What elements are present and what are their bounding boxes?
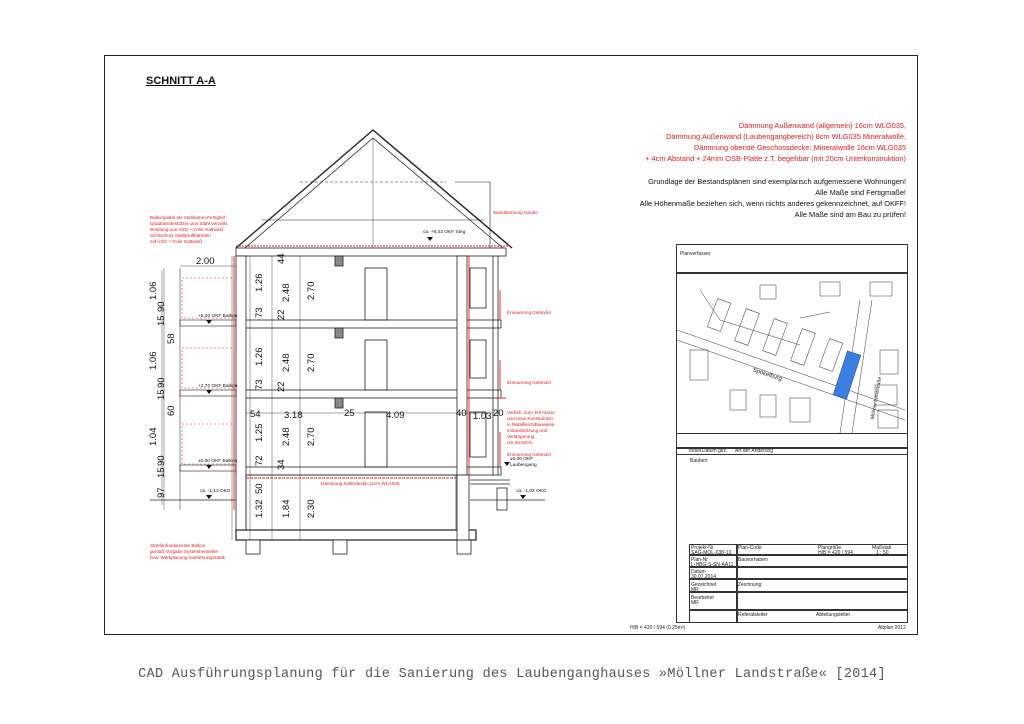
level-steg: ca. +8,33 OKF Steg (423, 230, 466, 235)
dim-v-3: 90 (156, 301, 167, 312)
plan-code-label: Plan-Code (738, 545, 762, 551)
dim-v-26: 2.48 (281, 427, 292, 446)
revision-header-index: Index (689, 448, 702, 454)
projekt-nr-label: Projekt-Nr (691, 545, 714, 551)
revision-header-gez: gez. (718, 448, 728, 454)
dim-v-11: 90 (156, 455, 167, 466)
divider (689, 609, 908, 611)
bearbeitet: MR (691, 600, 699, 606)
massstab-label: Maßstab (872, 545, 892, 551)
section-drawing (110, 125, 670, 585)
dim-v-16: 2.48 (281, 283, 292, 302)
dim-v-22: 2.70 (306, 353, 317, 372)
projekt-nr: SAG-MOL-038-13 (691, 550, 732, 556)
dim-v-30: 1.84 (281, 499, 292, 518)
dim-v-24: 72 (254, 455, 265, 466)
note-balcony-5: mit VSG + Folie mattweiß (150, 239, 203, 244)
note-basement: Dämmung Kellerdecke 12cm WLG035 (321, 481, 400, 486)
note-walkway-6: um 40-50cm (507, 440, 533, 445)
dim-v-25: 34 (276, 459, 287, 470)
dim-v-7: 90 (156, 377, 167, 388)
note-walkway-5: Verlängerung (507, 434, 535, 439)
referatsleiter-label: Referatsleiter (738, 612, 768, 618)
level-okg-right: ca. -1,02 OKG (516, 489, 547, 494)
note-railing-3: Erneuerung Geländer (507, 452, 552, 457)
dim-v-27: 2.70 (306, 427, 317, 446)
dim-h-7: 54 (250, 409, 261, 420)
dim-h-5: 1.03 (473, 411, 492, 422)
note-foundation-2: gemäß Vorgabe Systemhersteller (150, 549, 219, 554)
zeichnung-label: Zeichnung (738, 582, 762, 588)
dim-v-21: 2.48 (281, 353, 292, 372)
gezeichnet: MR (691, 587, 699, 593)
note-balcony-1: Balkonplatte als Stahlbeton-Fertigteil (150, 215, 225, 220)
level-balkon-1: +2,70 OKF Balkon (198, 384, 238, 389)
note-foundation-3: bzw. Werkplanung Ausführungsstatik (150, 555, 225, 560)
level-laubengang: ±0,00 OKF Laubengang (510, 457, 537, 468)
section-title: SCHNITT A-A (146, 75, 216, 87)
note-red-4: + 4cm Abstand + 24mm OSB-Platte z.T. begehbar (mit 20cm Unterkonstruktion) (645, 154, 906, 163)
level-okg-left: ca. -1,13 OKG (200, 489, 231, 494)
plan-nr: L-HBG-S-SN-AA11 (691, 562, 734, 568)
dim-v-19: 73 (254, 379, 265, 390)
note-walkway-1: Vorbeh. zum Teil Abriss (507, 410, 555, 415)
note-black-2: Alle Maße sind Fertigmaße! (815, 188, 906, 197)
abteilungsleiter-label: Abteilungsleiter (816, 612, 851, 618)
note-black-1: Grundlage der Bestandsplänen sind exemplarisch aufgemessene Wohnungen! (648, 177, 906, 186)
dim-v-17: 2.70 (306, 281, 317, 300)
dim-v-31: 2.30 (306, 499, 317, 518)
plangroesse-label: Plangröße (818, 545, 842, 551)
note-walkway-4: Instandsetzung und (507, 428, 548, 433)
dim-v-15: 22 (276, 309, 287, 320)
dim-v-20: 22 (276, 381, 287, 392)
dim-v-29: 1.32 (254, 499, 265, 518)
plangroesse: H/B = 420 / 594 (818, 550, 853, 556)
dim-h-6: 20 (493, 408, 504, 419)
note-walkway-2: und neue Konstruktion (507, 416, 553, 421)
datum-label: Datum (691, 569, 706, 575)
datum: 30.07.2014 (691, 574, 717, 580)
bauvorhaben-label: Bauvorhaben (738, 557, 768, 563)
note-dormer: Wandämmung Gaube (493, 210, 538, 215)
note-foundation-1: Streifenfundamente Balkon (150, 543, 206, 548)
dim-v-8: 60 (166, 405, 177, 416)
street-label-spoekelburg: Spökelburg (751, 367, 783, 383)
divider (689, 578, 908, 580)
dim-v-10: 15 (156, 467, 167, 478)
dim-v-14: 73 (254, 307, 265, 318)
note-black-4: Alle Maße sind am Bau zu prüfen! (794, 210, 906, 219)
dim-v-5: 1.06 (148, 351, 159, 370)
dim-h-2: 25 (344, 408, 355, 419)
dim-h-4: 40 (456, 408, 467, 419)
image-caption: CAD Ausführungsplanung für die Sanierung des Laubenganghauses »Möllner Landstraße« [2014] (138, 667, 886, 682)
note-balcony-2: Quadratrohrstützen aus Stahl verzinkt (150, 221, 228, 226)
note-railing-1: Erneuerung Geländer (507, 310, 552, 315)
note-balcony-4: Sichtschutz Stahlprofilrahmen (150, 233, 211, 238)
dim-v-28: 50 (254, 483, 265, 494)
revision-header-art: Art der Änderung (735, 448, 774, 454)
dim-v-4: 58 (166, 333, 177, 344)
dim-h-balcony: 2.00 (196, 256, 215, 267)
dim-v-18: 1.26 (254, 347, 265, 366)
note-balcony-3: Brüstung aus VSG + Folie mattweiß (150, 227, 224, 232)
revision-header-datum: Datum (702, 448, 717, 454)
note-red-2: Dämmung Außenwand (Laubengangbereich) 8cm WLG035 Mineralwolle, (666, 132, 906, 141)
bearbeitet-label: Bearbeitet (691, 595, 714, 601)
dim-v-9: 1.04 (148, 427, 159, 446)
note-red-3: Dämmung oberste Geschossdecke: Mineralwolle 16cm WLG035 (694, 143, 906, 152)
note-black-3: Alle Höhenmaße beziehen sich, wenn nichts anderes gekennzeichnet, auf OKFF! (639, 199, 906, 208)
planverfasser-label: Planverfasser (680, 251, 711, 257)
note-walkway-3: in Metallleichtbauweise (507, 422, 555, 427)
plan-nr-label: Plan-Nr (691, 557, 708, 563)
footer-altplan: Altplan 2012 (878, 625, 906, 631)
level-balkon-2: +5,40 OKF Balkon (198, 314, 238, 319)
note-red-1: Dämmung Außenwand (allgemein) 16cm WLG035, (738, 121, 906, 130)
bauherr-label: Bauherr (690, 458, 708, 464)
dim-v-2: 15 (156, 315, 167, 326)
dim-v-23: 1.25 (254, 423, 265, 442)
dim-h-1: 3.18 (284, 410, 303, 421)
divider (689, 591, 908, 593)
street-label-moellner: Möllner Landstraße (869, 376, 884, 420)
footer-format: H/B = 420 / 594 (0.25m²) (630, 625, 686, 631)
dim-v-32: 44 (276, 253, 287, 264)
level-balkon-0: ±0,00 OKF Balkon (198, 459, 238, 464)
dim-v-6: 15 (156, 389, 167, 400)
dim-h-3: 4.09 (386, 410, 405, 421)
note-railing-2: Erneuerung Geländer (507, 380, 552, 385)
dim-v-12: 97 (156, 487, 167, 498)
massstab: 1 : 50 (876, 550, 889, 556)
dim-v-1: 1.06 (148, 281, 159, 300)
dim-v-13: 1.26 (254, 273, 265, 292)
gezeichnet-label: Gezeichnet (691, 582, 717, 588)
